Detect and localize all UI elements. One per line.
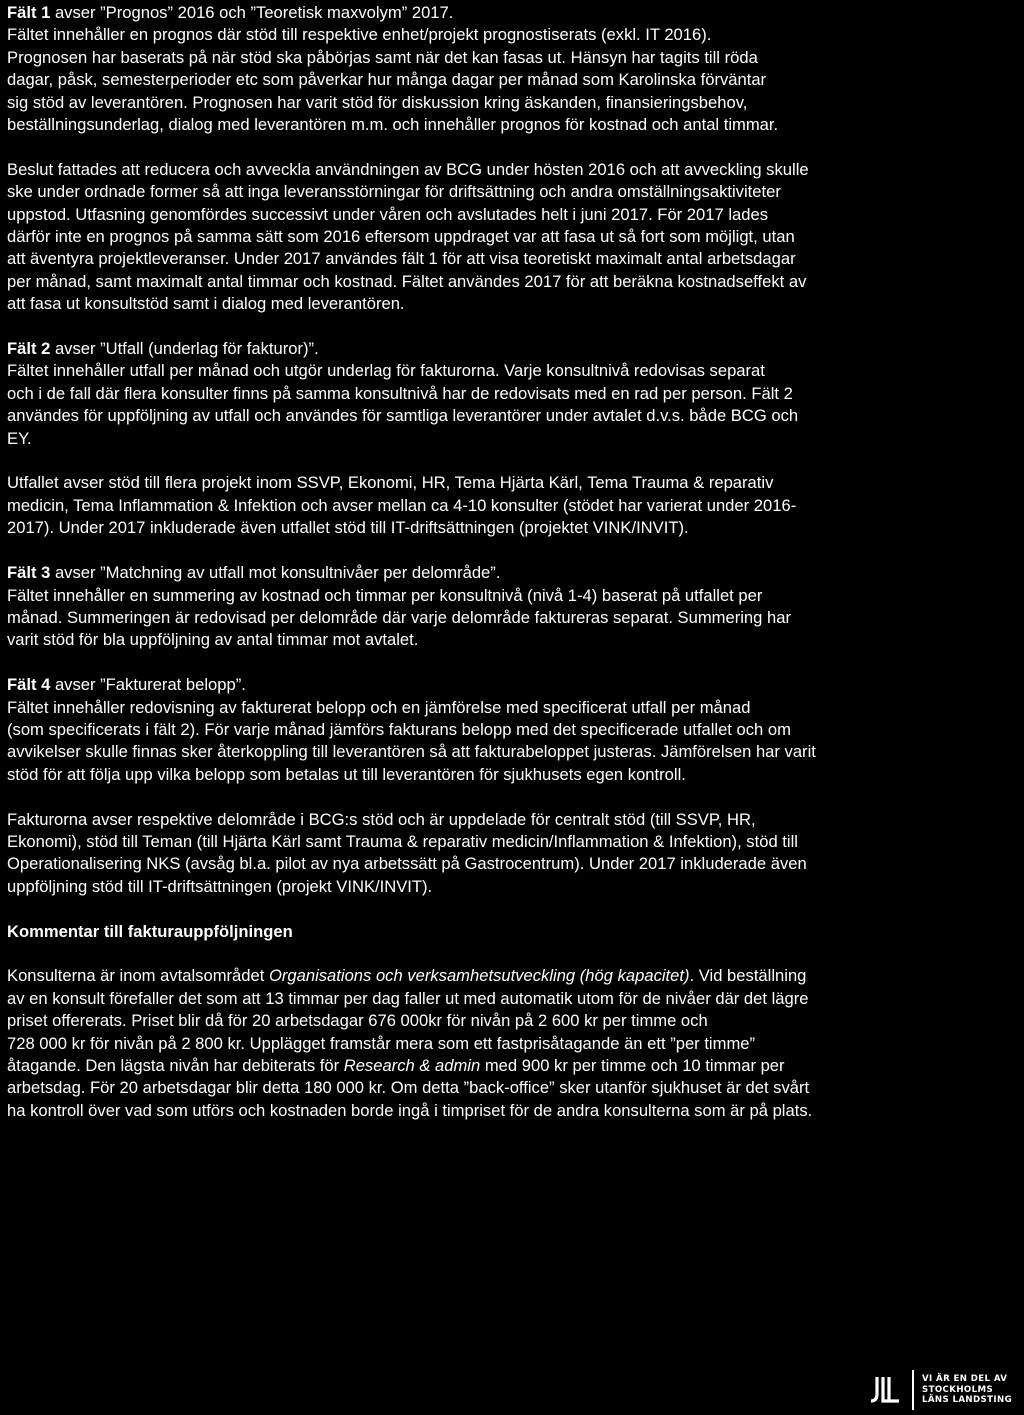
paragraph-line: Fakturorna avser respektive delområde i BCG:s stöd och är uppdelade för centralt stöd (till SSVP, HR,	[7, 809, 756, 829]
section-falt-3	[7, 562, 1017, 652]
paragraph-line: per månad, samt maximalt antal timmar och kostnad. Fältet användes 2017 för att beräkna kostnadseffekt av	[7, 271, 807, 291]
logo-text-line: LÄNS LANDSTING	[922, 1395, 1013, 1406]
paragraph-line: beställningsunderlag, dialog med leverantören m.m. och innehåller prognos för kostnad och antal timmar.	[7, 115, 779, 135]
paragraph-line: Fältet innehåller redovisning av fakturerat belopp och en jämförelse med specificerat utfall per månad	[7, 697, 751, 717]
section-falt-4	[7, 674, 1017, 786]
document-body	[7, 2, 1017, 1145]
section-heading: Fält 4 avser ”Fakturerat belopp”.	[7, 675, 246, 695]
logo-text-line: VI ÄR EN DEL AV	[922, 1374, 1008, 1385]
comment-heading: Kommentar till fakturauppföljningen	[7, 921, 293, 941]
paragraph-line: Beslut fattades att reducera och avveckla användningen av BCG under hösten 2016 och att avveckling skulle	[7, 159, 809, 179]
paragraph-line: Konsulterna är inom avtalsområdet Organisations och verksamhetsutveckling (hög kapacitet). Vid beställning	[7, 966, 807, 986]
paragraph-line: att fasa ut konsultstöd samt i dialog med leverantören.	[7, 294, 405, 314]
paragraph-utfallet	[7, 472, 1017, 539]
logo-text-line: STOCKHOLMS	[922, 1384, 994, 1395]
paragraph-line: användes för uppföljning av utfall och användes för samtliga leverantörer under avtalet d.v.s. både BCG och	[7, 406, 799, 426]
section-falt-2	[7, 338, 1017, 450]
paragraph-line: arbetsdag. För 20 arbetsdagar blir detta 180 000 kr. Om detta ”back-office” sker utanför sjukhuset är det svårt	[7, 1078, 810, 1098]
logo-divider	[912, 1370, 914, 1410]
paragraph-line: Prognosen har baserats på när stöd ska påbörjas samt när det kan fasas ut. Hänsyn har tagits till röda	[7, 47, 758, 67]
paragraph-line: Utfallet avser stöd till flera projekt inom SSVP, Ekonomi, HR, Tema Hjärta Kärl, Tema Trauma & reparativ	[7, 473, 774, 493]
paragraph-line: av en konsult förefaller det som att 13 timmar per dag faller ut med automatik utom för de nivåer där det lägre	[7, 988, 809, 1008]
paragraph-line: därför inte en prognos på samma sätt som 2016 eftersom uppdraget var att fasa ut så fort som möjligt, utan	[7, 227, 795, 247]
paragraph-line: avvikelser skulle finnas sker återkoppling till leverantören så att fakturabeloppet justeras. Jämförelsen har varit	[7, 742, 816, 762]
section-falt-1	[7, 2, 1017, 136]
paragraph-line: sig stöd av leverantören. Prognosen har varit stöd för diskussion kring äskanden, finansieringsbehov,	[7, 92, 748, 112]
paragraph-beslut	[7, 159, 1017, 316]
paragraph-line: medicin, Tema Inflammation & Infektion och avser mellan ca 4-10 konsulter (stödet har varierat under 2016-	[7, 495, 797, 515]
paragraph-line: Fältet innehåller en summering av kostnad och timmar per konsultnivå (nivå 1-4) baserat på utfallet per	[7, 585, 763, 605]
paragraph-line: stöd för att följa upp vilka belopp som betalas ut till leverantören för sjukhusets egen kontroll.	[7, 764, 686, 784]
paragraph-line: åtagande. Den lägsta nivån har debiterats för Research & admin med 900 kr per timme och 10 timmar per	[7, 1055, 785, 1075]
paragraph-line: 728 000 kr för nivån på 2 800 kr. Upplägget framstår mera som ett fastprisåtagande än ett ”per timme”	[7, 1033, 756, 1053]
section-heading: Fält 2 avser ”Utfall (underlag för fakturor)”.	[7, 339, 319, 359]
paragraph-line: Ekonomi), stöd till Teman (till Hjärta Kärl samt Trauma & reparativ medicin/Inflammation & Infektion), stöd till	[7, 831, 798, 851]
paragraph-line: varit stöd för bla uppföljning av antal timmar mot avtalet.	[7, 630, 419, 650]
paragraph-line: EY.	[7, 428, 32, 448]
sll-logo-icon	[868, 1375, 902, 1405]
paragraph-line: uppföljning stöd till IT-driftsättningen (projekt VINK/INVIT).	[7, 876, 433, 896]
paragraph-line: 2017). Under 2017 inkluderade även utfallet stöd till IT-driftsättningen (projektet VINK/INVIT).	[7, 518, 689, 538]
paragraph-line: dagar, påsk, semesterperioder etc som påverkar hur många dagar per månad som Karolinska förväntar	[7, 70, 767, 90]
paragraph-line: (som specificerats i fält 2). För varje månad jämförs fakturans belopp med det specificerade utfallet och om	[7, 719, 791, 739]
paragraph-comment	[7, 965, 1017, 1122]
paragraph-line: uppstod. Utfasning genomfördes successivt under våren och avslutades helt i juni 2017. För 2017 lades	[7, 204, 769, 224]
paragraph-line: ske under ordnade former så att inga leveransstörningar för driftsättning och andra omställningsaktiviteter	[7, 182, 781, 202]
paragraph-line: att äventyra projektleveranser. Under 2017 användes fält 1 för att visa teoretiskt maximalt antal arbetsdagar	[7, 249, 796, 269]
section-heading: Fält 3 avser ”Matchning av utfall mot konsultnivåer per delområde”.	[7, 563, 501, 583]
footer-logo	[868, 1368, 1012, 1412]
paragraph-line: ha kontroll över vad som utförs och kostnaden borde ingå i timpriset för de andra konsulterna som är på plats.	[7, 1100, 813, 1120]
paragraph-line: Operationalisering NKS (avsåg bl.a. pilot av nya arbetssätt på Gastrocentrum). Under 2017 inkluderade även	[7, 854, 807, 874]
logo-text	[922, 1374, 1012, 1405]
paragraph-line: månad. Summeringen är redovisad per delområde där varje delområde faktureras separat. Summering har	[7, 607, 791, 627]
section-heading: Fält 1 avser ”Prognos” 2016 och ”Teoretisk maxvolym” 2017.	[7, 3, 454, 22]
paragraph-line: och i de fall där flera konsulter finns på samma konsultnivå har de redovisats med en rad per person. Fält 2	[7, 383, 793, 403]
paragraph-line: Fältet innehåller en prognos där stöd till respektive enhet/projekt prognostiserats (exkl. IT 2016).	[7, 25, 712, 45]
paragraph-line: priset offererats. Priset blir då för 20 arbetsdagar 676 000kr för nivån på 2 600 kr per timme och	[7, 1011, 708, 1031]
paragraph-line: Fältet innehåller utfall per månad och utgör underlag för fakturorna. Varje konsultnivå redovisas separat	[7, 361, 765, 381]
paragraph-fakturorna	[7, 809, 1017, 899]
